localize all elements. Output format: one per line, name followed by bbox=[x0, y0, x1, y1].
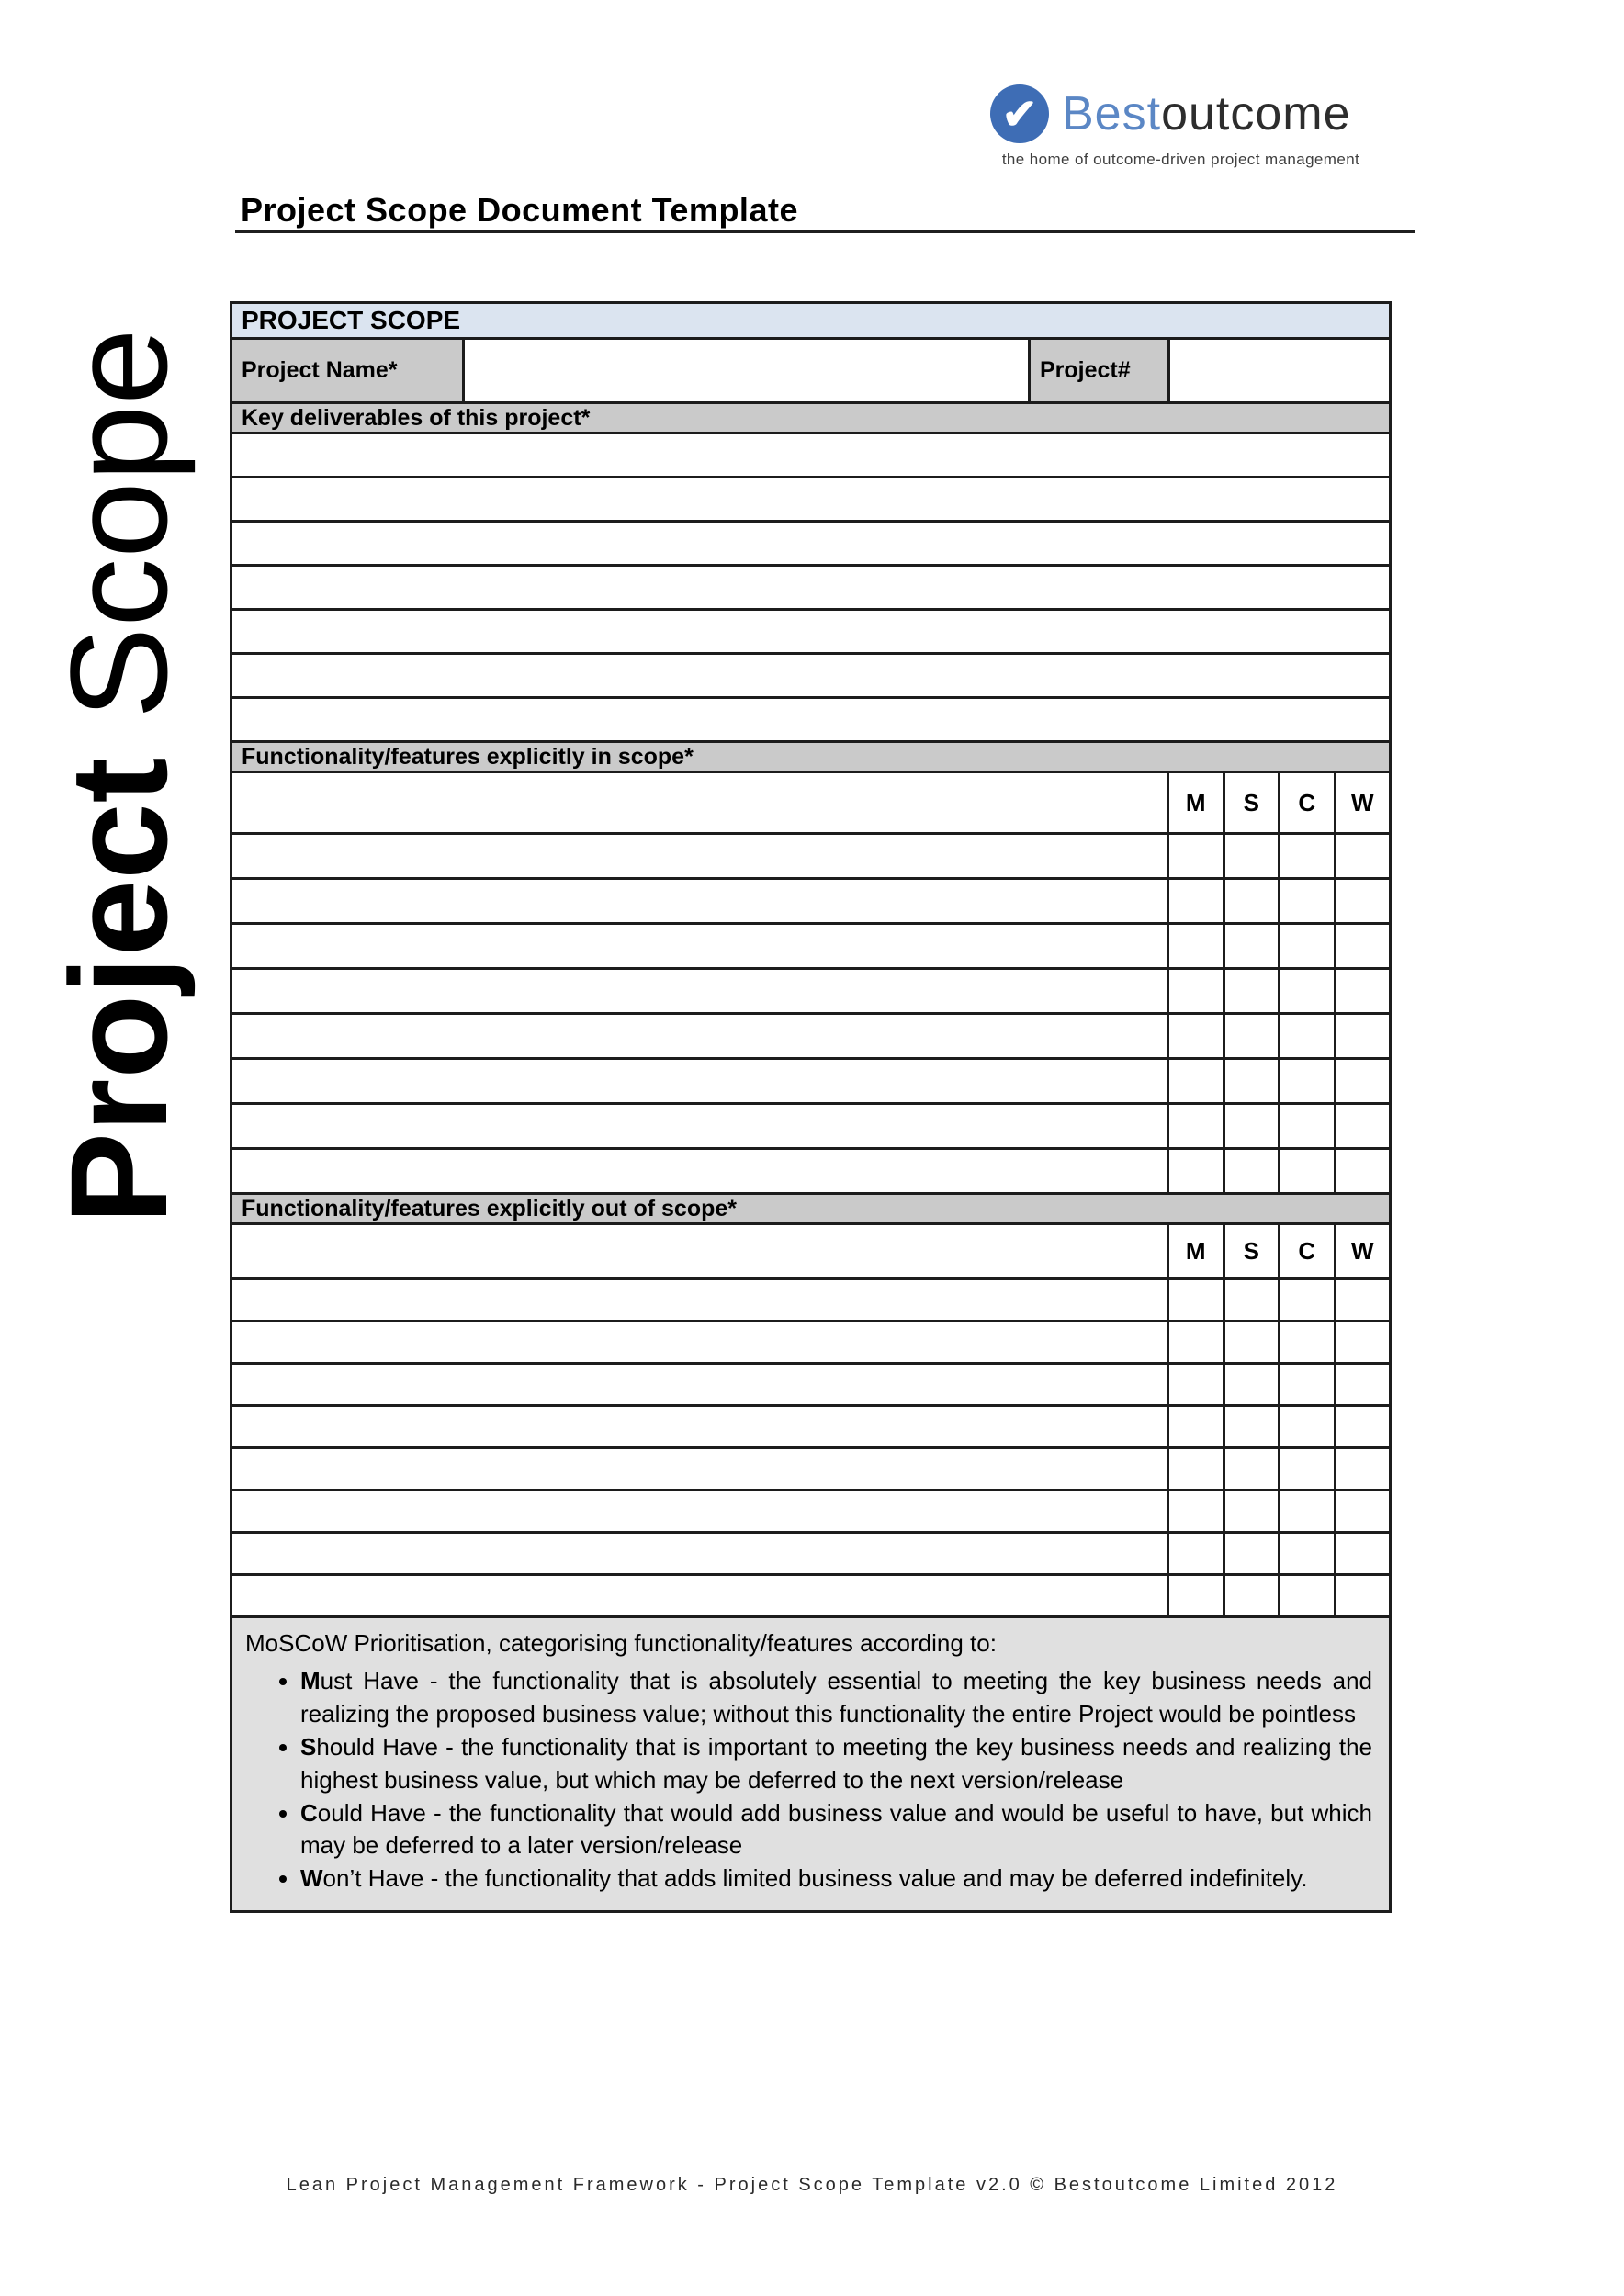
bullet-text: ould Have - the functionality that would add business value and would be useful to have, but which may be deferred to a later version/release bbox=[300, 1798, 1372, 1860]
empty-priority-cell[interactable] bbox=[1336, 1015, 1390, 1057]
project-number-label: Project# bbox=[1031, 340, 1170, 401]
side-label-project-scope bbox=[39, 271, 199, 1281]
empty-priority-cell[interactable] bbox=[1280, 1407, 1336, 1446]
empty-priority-cell[interactable] bbox=[1169, 1449, 1225, 1489]
empty-priority-cell[interactable] bbox=[1336, 880, 1390, 922]
table-title-row bbox=[232, 304, 1389, 340]
empty-priority-cell[interactable] bbox=[1336, 1576, 1390, 1615]
empty-priority-cell[interactable] bbox=[1280, 1060, 1336, 1102]
moscow-bullet-should-have bbox=[300, 1731, 1374, 1797]
in-scope-moscow-header-row bbox=[232, 773, 1389, 835]
out-scope-rows bbox=[232, 1280, 1389, 1618]
empty-priority-cell[interactable] bbox=[1169, 1060, 1225, 1102]
empty-table-row bbox=[232, 523, 1389, 567]
empty-priority-cell[interactable] bbox=[1280, 880, 1336, 922]
empty-priority-cell[interactable] bbox=[1280, 1150, 1336, 1192]
empty-table-row bbox=[232, 1576, 1389, 1618]
bullet-text: ust Have - the functionality that is absolutely essential to meeting the key business needs and realizing the proposed business value; without this functionality the entire Project would be pointless bbox=[300, 1667, 1372, 1728]
bullet-text: on’t Have - the functionality that adds limited business value and may be deferred indefinitely. bbox=[322, 1864, 1308, 1893]
empty-priority-cell[interactable] bbox=[1280, 1491, 1336, 1531]
empty-deliverable-cell[interactable] bbox=[232, 434, 1389, 476]
bullet-lead-letter: C bbox=[300, 1798, 318, 1827]
empty-priority-cell[interactable] bbox=[1280, 835, 1336, 877]
empty-table-row bbox=[232, 478, 1389, 523]
feature-column-spacer bbox=[232, 773, 1169, 832]
bullet-lead-letter: S bbox=[300, 1732, 317, 1761]
bestoutcome-logo bbox=[990, 84, 1371, 169]
empty-priority-cell[interactable] bbox=[1169, 1365, 1225, 1404]
empty-table-row bbox=[232, 567, 1389, 611]
project-name-label: Project Name* bbox=[232, 340, 465, 401]
empty-feature-cell[interactable] bbox=[232, 1449, 1169, 1489]
table-title: PROJECT SCOPE bbox=[242, 306, 461, 334]
empty-table-row bbox=[232, 1407, 1389, 1449]
empty-table-row bbox=[232, 1322, 1389, 1365]
empty-priority-cell[interactable] bbox=[1225, 1407, 1281, 1446]
moscow-prioritisation-note bbox=[232, 1618, 1389, 1910]
column-header-should: S bbox=[1225, 773, 1281, 832]
empty-priority-cell[interactable] bbox=[1225, 1491, 1281, 1531]
empty-priority-cell[interactable] bbox=[1169, 1576, 1225, 1615]
project-scope-table bbox=[230, 301, 1392, 1913]
logo-word-outcome: outcome bbox=[1161, 87, 1351, 141]
empty-priority-cell[interactable] bbox=[1225, 1449, 1281, 1489]
moscow-bullet-wont-have bbox=[300, 1863, 1374, 1896]
empty-deliverable-cell[interactable] bbox=[232, 611, 1389, 652]
empty-priority-cell[interactable] bbox=[1336, 1280, 1390, 1320]
empty-deliverable-cell[interactable] bbox=[232, 655, 1389, 696]
empty-deliverable-cell[interactable] bbox=[232, 478, 1389, 520]
moscow-bullet-list bbox=[243, 1665, 1374, 1896]
empty-table-row bbox=[232, 1150, 1389, 1195]
empty-table-row bbox=[232, 1060, 1389, 1105]
empty-priority-cell[interactable] bbox=[1225, 1280, 1281, 1320]
empty-priority-cell[interactable] bbox=[1169, 1150, 1225, 1192]
empty-priority-cell[interactable] bbox=[1336, 1150, 1390, 1192]
empty-priority-cell[interactable] bbox=[1225, 1365, 1281, 1404]
empty-priority-cell[interactable] bbox=[1336, 1105, 1390, 1147]
empty-priority-cell[interactable] bbox=[1280, 925, 1336, 967]
empty-table-row bbox=[232, 1015, 1389, 1060]
empty-feature-cell[interactable] bbox=[232, 1365, 1169, 1404]
empty-priority-cell[interactable] bbox=[1169, 1491, 1225, 1531]
empty-priority-cell[interactable] bbox=[1169, 1534, 1225, 1573]
empty-priority-cell[interactable] bbox=[1280, 1015, 1336, 1057]
feature-column-spacer bbox=[232, 1225, 1169, 1277]
document-footer: Lean Project Management Framework - Project Scope Template v2.0 © Bestoutcome Limited 2012 bbox=[286, 2175, 1338, 2195]
column-header-should: S bbox=[1225, 1225, 1281, 1277]
empty-priority-cell[interactable] bbox=[1336, 970, 1390, 1012]
empty-priority-cell[interactable] bbox=[1225, 1534, 1281, 1573]
empty-table-row bbox=[232, 925, 1389, 970]
empty-priority-cell[interactable] bbox=[1336, 1365, 1390, 1404]
section-title: Functionality/features explicitly in scope* bbox=[242, 743, 694, 770]
moscow-note-title: MoSCoW Prioritisation, categorising functionality/features according to: bbox=[245, 1629, 997, 1657]
moscow-bullet-must-have bbox=[300, 1665, 1374, 1731]
empty-priority-cell[interactable] bbox=[1280, 1449, 1336, 1489]
empty-priority-cell[interactable] bbox=[1336, 1449, 1390, 1489]
deliverables-rows bbox=[232, 434, 1389, 743]
logo-tagline: the home of outcome-driven project management bbox=[1001, 151, 1360, 168]
empty-table-row bbox=[232, 1449, 1389, 1491]
empty-feature-cell[interactable] bbox=[232, 970, 1169, 1012]
empty-feature-cell[interactable] bbox=[232, 925, 1169, 967]
empty-priority-cell[interactable] bbox=[1280, 1322, 1336, 1362]
project-identity-row bbox=[232, 340, 1389, 404]
empty-priority-cell[interactable] bbox=[1169, 1105, 1225, 1147]
moscow-bullet-could-have bbox=[300, 1797, 1374, 1863]
bullet-lead-letter: W bbox=[300, 1864, 323, 1893]
empty-priority-cell[interactable] bbox=[1169, 970, 1225, 1012]
column-header-could: C bbox=[1280, 773, 1336, 832]
empty-table-row bbox=[232, 655, 1389, 699]
side-label-word-scope: Scope bbox=[41, 328, 196, 758]
empty-priority-cell[interactable] bbox=[1336, 1534, 1390, 1573]
empty-priority-cell[interactable] bbox=[1225, 1150, 1281, 1192]
empty-priority-cell[interactable] bbox=[1169, 1280, 1225, 1320]
empty-table-row bbox=[232, 699, 1389, 743]
in-scope-rows bbox=[232, 835, 1389, 1195]
empty-priority-cell[interactable] bbox=[1169, 880, 1225, 922]
empty-table-row bbox=[232, 434, 1389, 478]
column-header-wont: W bbox=[1350, 788, 1374, 816]
empty-priority-cell[interactable] bbox=[1169, 835, 1225, 877]
empty-table-row bbox=[232, 835, 1389, 880]
empty-priority-cell[interactable] bbox=[1280, 1534, 1336, 1573]
column-header-must: M bbox=[1169, 1225, 1225, 1277]
title-underline bbox=[235, 230, 1415, 233]
logo-wordmark bbox=[1062, 86, 1351, 141]
empty-priority-cell[interactable] bbox=[1336, 835, 1390, 877]
section-header-out-of-scope bbox=[232, 1195, 1389, 1225]
empty-priority-cell[interactable] bbox=[1280, 970, 1336, 1012]
empty-feature-cell[interactable] bbox=[232, 1407, 1169, 1446]
empty-feature-cell[interactable] bbox=[232, 1322, 1169, 1362]
empty-priority-cell[interactable] bbox=[1225, 1105, 1281, 1147]
empty-priority-cell[interactable] bbox=[1169, 1322, 1225, 1362]
side-label-word-project: Project bbox=[41, 757, 196, 1224]
column-header-wont: W bbox=[1350, 1237, 1374, 1265]
empty-table-row bbox=[232, 1105, 1389, 1150]
empty-priority-cell[interactable] bbox=[1336, 1491, 1390, 1531]
empty-table-row bbox=[232, 970, 1389, 1015]
empty-feature-cell[interactable] bbox=[232, 1150, 1169, 1192]
empty-table-row bbox=[232, 1534, 1389, 1576]
empty-priority-cell[interactable] bbox=[1169, 1015, 1225, 1057]
empty-priority-cell[interactable] bbox=[1336, 925, 1390, 967]
column-header-must: M bbox=[1169, 773, 1225, 832]
empty-priority-cell[interactable] bbox=[1225, 970, 1281, 1012]
column-header-could: C bbox=[1280, 1225, 1336, 1277]
empty-feature-cell[interactable] bbox=[232, 835, 1169, 877]
empty-feature-cell[interactable] bbox=[232, 1280, 1169, 1320]
empty-priority-cell[interactable] bbox=[1169, 925, 1225, 967]
section-header-deliverables bbox=[232, 404, 1389, 434]
empty-feature-cell[interactable] bbox=[232, 880, 1169, 922]
section-title: Key deliverables of this project* bbox=[242, 404, 591, 431]
empty-priority-cell[interactable] bbox=[1225, 1576, 1281, 1615]
empty-priority-cell[interactable] bbox=[1336, 1407, 1390, 1446]
empty-table-row bbox=[232, 611, 1389, 655]
empty-deliverable-cell[interactable] bbox=[232, 523, 1389, 564]
empty-feature-cell[interactable] bbox=[232, 1576, 1169, 1615]
empty-feature-cell[interactable] bbox=[232, 1491, 1169, 1531]
empty-feature-cell[interactable] bbox=[232, 1015, 1169, 1057]
empty-priority-cell[interactable] bbox=[1225, 1322, 1281, 1362]
empty-table-row bbox=[232, 880, 1389, 925]
empty-deliverable-cell[interactable] bbox=[232, 699, 1389, 740]
bullet-lead-letter: M bbox=[300, 1667, 321, 1694]
project-number-input-cell[interactable] bbox=[1170, 340, 1389, 401]
empty-priority-cell[interactable] bbox=[1225, 925, 1281, 967]
empty-priority-cell[interactable] bbox=[1280, 1576, 1336, 1615]
empty-priority-cell[interactable] bbox=[1336, 1322, 1390, 1362]
bullet-text: hould Have - the functionality that is important to meeting the key business needs and realizing the highest business value, but which may be deferred to the next version/release bbox=[300, 1732, 1372, 1794]
empty-table-row bbox=[232, 1365, 1389, 1407]
empty-priority-cell[interactable] bbox=[1280, 1105, 1336, 1147]
empty-priority-cell[interactable] bbox=[1280, 1280, 1336, 1320]
section-title: Functionality/features explicitly out of scope* bbox=[242, 1195, 737, 1221]
empty-priority-cell[interactable] bbox=[1225, 835, 1281, 877]
empty-priority-cell[interactable] bbox=[1225, 1060, 1281, 1102]
empty-priority-cell[interactable] bbox=[1280, 1365, 1336, 1404]
out-of-scope-moscow-header-row bbox=[232, 1225, 1389, 1280]
empty-priority-cell[interactable] bbox=[1169, 1407, 1225, 1446]
empty-deliverable-cell[interactable] bbox=[232, 567, 1389, 608]
empty-priority-cell[interactable] bbox=[1225, 1015, 1281, 1057]
empty-feature-cell[interactable] bbox=[232, 1534, 1169, 1573]
empty-table-row bbox=[232, 1491, 1389, 1534]
checkmark-icon: ✔ bbox=[990, 84, 1049, 143]
project-name-input-cell[interactable] bbox=[465, 340, 1031, 401]
empty-priority-cell[interactable] bbox=[1336, 1060, 1390, 1102]
empty-table-row bbox=[232, 1280, 1389, 1322]
empty-priority-cell[interactable] bbox=[1225, 880, 1281, 922]
empty-feature-cell[interactable] bbox=[232, 1105, 1169, 1147]
page-title: Project Scope Document Template bbox=[241, 191, 798, 229]
empty-feature-cell[interactable] bbox=[232, 1060, 1169, 1102]
logo-word-best: Best bbox=[1062, 87, 1162, 141]
section-header-in-scope bbox=[232, 743, 1389, 773]
